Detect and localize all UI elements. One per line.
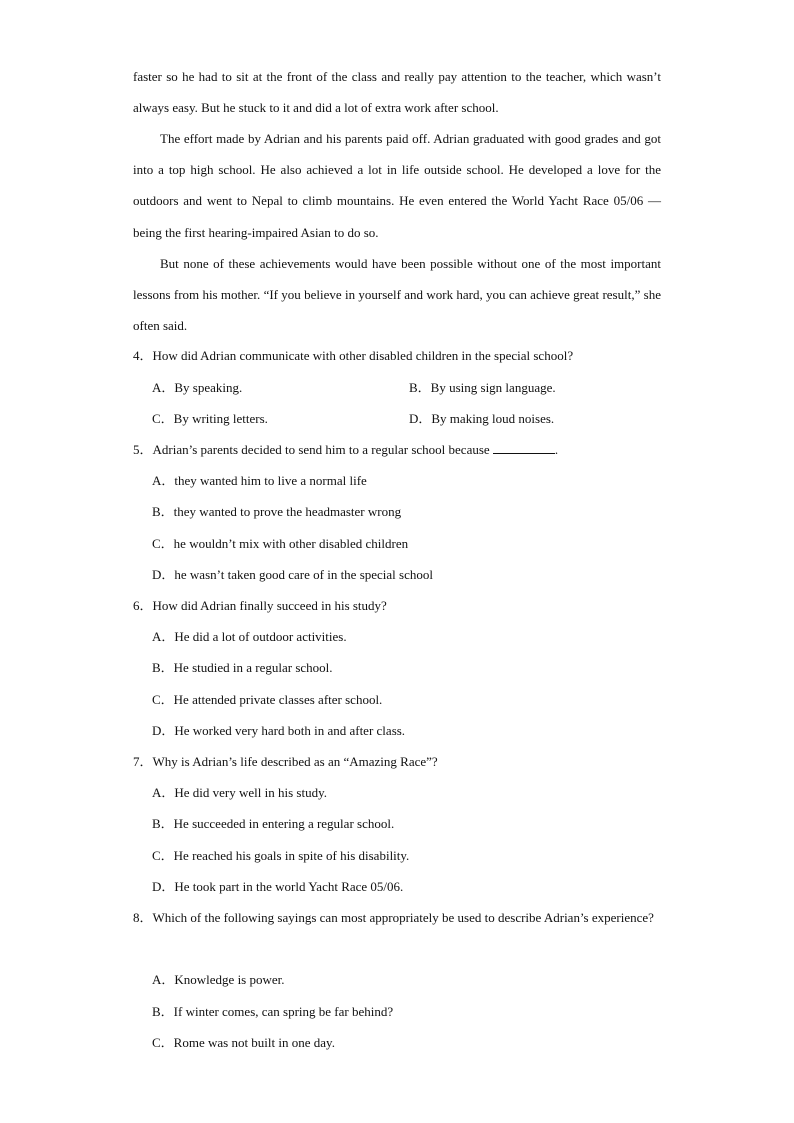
question-5-stem-end: .: [554, 442, 559, 457]
question-8-option-a[interactable]: A．Knowledge is power.: [152, 972, 285, 987]
question-4-option-b[interactable]: B．By using sign language.: [409, 380, 556, 395]
question-4-stem: 4．How did Adrian communicate with other disabled children in the special school?: [133, 348, 574, 363]
question-6-option-b[interactable]: B．He studied in a regular school.: [152, 660, 333, 675]
question-5-stem-text: 5．Adrian’s parents decided to send him to a regular school because: [133, 442, 490, 457]
passage-paragraph-3: But none of these achievements would have been possible without one of the most important lessons from his mother. “If you believe in yourself and work hard, you can achieve great result,” she often said.: [133, 256, 661, 334]
question-5-stem: [133, 441, 558, 459]
question-5-option-a[interactable]: A．they wanted him to live a normal life: [152, 473, 367, 488]
question-8-option-c[interactable]: C．Rome was not built in one day.: [152, 1035, 335, 1050]
question-5-option-c[interactable]: C．he wouldn’t mix with other disabled children: [152, 536, 409, 551]
question-8-option-b[interactable]: B．If winter comes, can spring be far behind?: [152, 1004, 394, 1019]
question-7-option-c[interactable]: C．He reached his goals in spite of his disability.: [152, 848, 410, 863]
question-6-option-a[interactable]: A．He did a lot of outdoor activities.: [152, 629, 347, 644]
question-6-option-d[interactable]: D．He worked very hard both in and after class.: [152, 723, 406, 738]
question-7-stem: 7．Why is Adrian’s life described as an “Amazing Race”?: [133, 754, 438, 769]
question-4-option-c[interactable]: C．By writing letters.: [152, 411, 268, 426]
question-7-option-b[interactable]: B．He succeeded in entering a regular school.: [152, 816, 395, 831]
question-4-option-a[interactable]: A．By speaking.: [152, 380, 243, 395]
question-5-option-d[interactable]: D．he wasn’t taken good care of in the special school: [152, 567, 433, 582]
question-8-stem: 8．Which of the following sayings can most appropriately be used to describe Adrian’s experience?: [133, 910, 654, 925]
passage-paragraph-1: faster so he had to sit at the front of the class and really pay attention to the teacher, which wasn’t always easy. But he stuck to it and did a lot of extra work after school.: [133, 69, 661, 116]
passage-paragraph-2: The effort made by Adrian and his parents paid off. Adrian graduated with good grades and got into a top high school. He also achieved a lot in life outside school. He developed a love for the outdoors and went to Nepal to climb mountains. He even entered the World Yacht Race 05/06 — being the first hearing-impaired Asian to do so.: [133, 131, 661, 240]
answer-blank: [493, 441, 555, 454]
question-6-option-c[interactable]: C．He attended private classes after school.: [152, 692, 383, 707]
question-5-option-b[interactable]: B．they wanted to prove the headmaster wrong: [152, 504, 402, 519]
question-4-option-d[interactable]: D．By making loud noises.: [409, 411, 555, 426]
question-7-option-a[interactable]: A．He did very well in his study.: [152, 785, 327, 800]
question-7-option-d[interactable]: D．He took part in the world Yacht Race 05/06.: [152, 879, 404, 894]
question-6-stem: 6．How did Adrian finally succeed in his study?: [133, 598, 387, 613]
